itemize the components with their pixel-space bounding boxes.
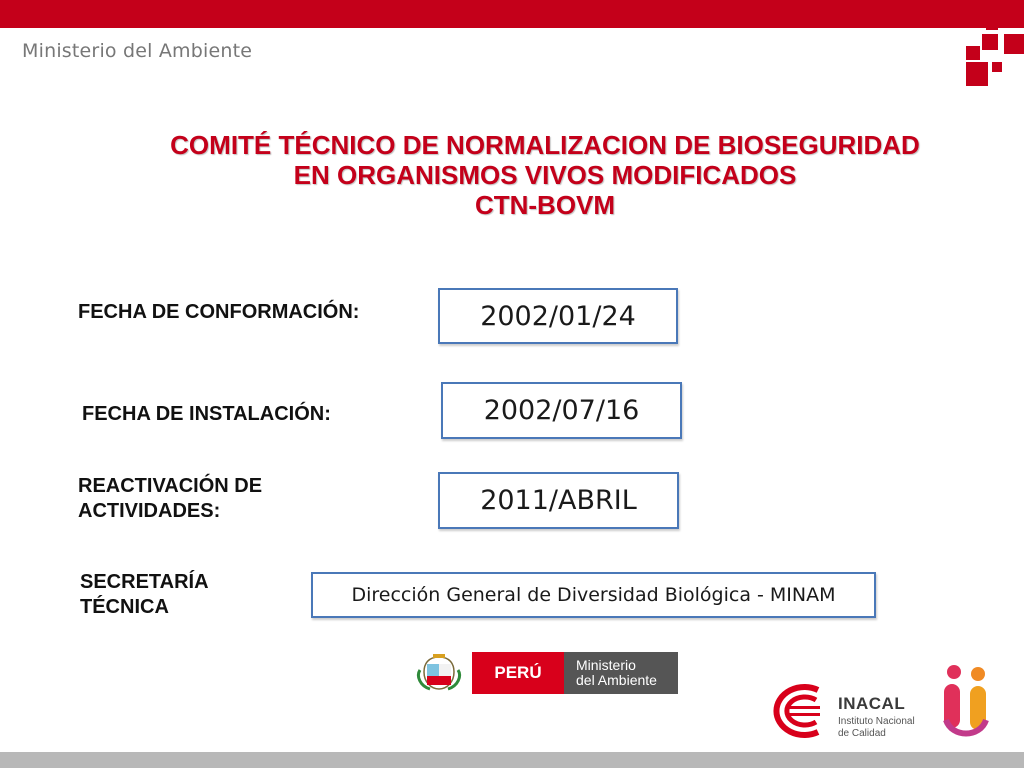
inacal-name: INACAL	[838, 694, 906, 713]
reactivacion-label	[78, 474, 262, 524]
reactivacion-value-box: 2011/ABRIL	[438, 472, 679, 529]
peru-crest-icon	[414, 654, 464, 692]
bottom-gray-bar	[0, 752, 1024, 768]
ministry-logo-line-1: Ministerio	[576, 657, 636, 673]
conformacion-value-box: 2002/01/24	[438, 288, 678, 344]
title-line-1: COMITÉ TÉCNICO DE NORMALIZACION DE BIOSEGURIDAD	[170, 130, 920, 160]
ministry-logo-text	[564, 652, 678, 694]
page-title	[90, 130, 1000, 220]
reactivacion-label-line-1: REACTIVACIÓN DE	[78, 475, 263, 497]
inacal-subtitle	[838, 716, 934, 740]
secretaria-label-line-1: SECRETARÍA	[80, 571, 209, 593]
people-figures-logo-icon	[936, 662, 996, 738]
instalacion-value-box: 2002/07/16	[441, 382, 682, 439]
ministry-logo-line-2: del Ambiente	[576, 672, 657, 688]
red-squares-logo-icon	[960, 18, 1024, 88]
inacal-subtitle-line-2: de Calidad	[838, 728, 886, 739]
title-line-3: CTN-BOVM	[474, 190, 616, 220]
inacal-logo	[756, 680, 936, 742]
reactivacion-label-line-2: ACTIVIDADES:	[78, 500, 221, 522]
title-line-2: EN ORGANISMOS VIVOS MODIFICADOS	[293, 160, 797, 190]
secretaria-value-box: Dirección General de Diversidad Biológica - MINAM	[311, 572, 876, 618]
instalacion-label: FECHA DE INSTALACIÓN:	[82, 403, 331, 425]
top-red-bar	[0, 0, 1024, 28]
inacal-subtitle-line-1: Instituto Nacional	[838, 716, 915, 727]
peru-ministerio-logo	[414, 652, 678, 694]
peru-logo-text: PERÚ	[472, 652, 564, 694]
secretaria-label-line-2: TÉCNICA	[80, 596, 169, 618]
ministry-header-text: Ministerio del Ambiente	[22, 40, 253, 62]
secretaria-label	[80, 570, 209, 620]
conformacion-label: FECHA DE CONFORMACIÓN:	[78, 301, 360, 323]
inacal-mark-icon	[756, 682, 828, 740]
